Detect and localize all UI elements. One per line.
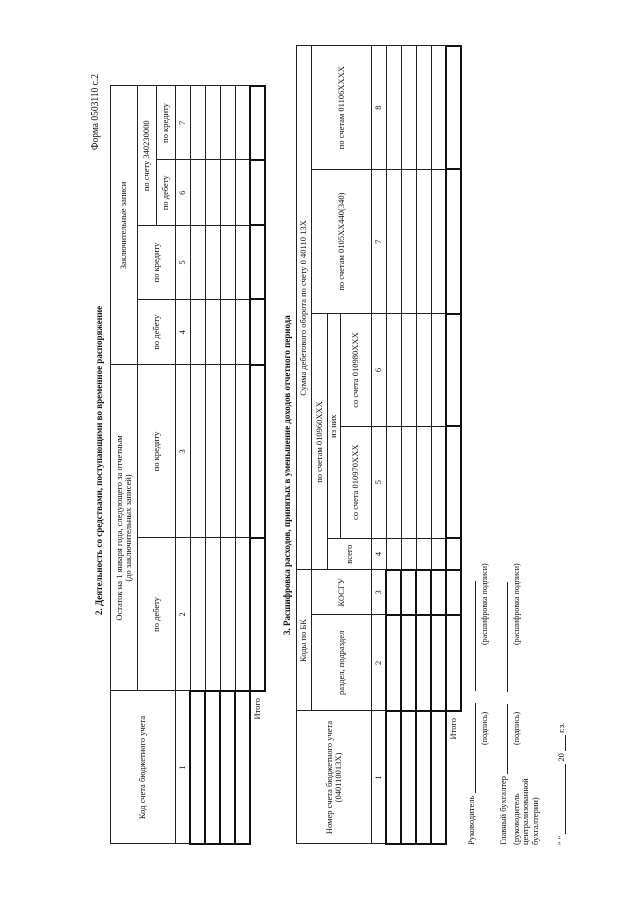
section3-title: 3. Расшифровка расходов, принятых в уменьшение доходов отчетного периода [282, 315, 292, 635]
s3-num: 5 [372, 426, 387, 538]
sig-date [556, 723, 566, 845]
s2-total-label: Итого [252, 698, 263, 720]
table-row [416, 46, 431, 844]
date-year: 20 [556, 753, 566, 762]
s2-final-debit: по дебету [138, 299, 176, 365]
sig-line [507, 582, 508, 692]
table-row [190, 86, 205, 844]
s2-num: 7 [176, 86, 191, 160]
s2-num: 6 [176, 160, 191, 226]
hint-signature: (подпись) [512, 711, 521, 745]
sig-chief-label: Главный бухгалтер [498, 775, 508, 845]
s2-num: 2 [176, 538, 191, 691]
form-code: Форма 0503110 с.2 [90, 74, 101, 151]
table-row [205, 86, 220, 844]
sig-chief [498, 582, 508, 845]
s3-0109: по счетам 010960ХХХ [312, 314, 328, 570]
sig-line [475, 581, 476, 691]
table-row [220, 86, 235, 844]
s2-acc-debit: по дебету [157, 160, 176, 226]
s3-kosgu: КОСГУ [312, 570, 372, 615]
total-row [446, 46, 461, 844]
s2-num: 4 [176, 299, 191, 365]
sig-line [565, 735, 566, 751]
s3-number-row [372, 46, 387, 844]
s2-num: 3 [176, 365, 191, 538]
sig-head-label: Руководитель [466, 795, 476, 845]
s3-header-sum: Сумма дебетового оборота по счету 0 40110 13Х [297, 46, 312, 570]
s3-0110: по счетам 01106ХХХХ [312, 46, 372, 169]
total-row [250, 86, 265, 844]
section2-table [110, 85, 266, 845]
s3-num: 3 [372, 570, 387, 615]
s2-acc-credit: по кредиту [157, 86, 176, 160]
s3-num: 7 [372, 169, 387, 314]
s2-balance-sub: (до заключительных записей) [123, 474, 133, 582]
table-row [401, 46, 416, 844]
s3-0109-70: со счета 010970ХХХ [341, 426, 372, 538]
s3-of-them: из них [327, 314, 341, 538]
table-row [431, 46, 446, 844]
s3-num: 8 [372, 46, 387, 169]
s2-header-final: Заключительные записи [111, 86, 138, 365]
s2-num: 1 [176, 691, 191, 844]
hint-decoding: (расшифровка подписи) [480, 563, 489, 645]
s3-num: 2 [372, 615, 387, 711]
s3-total-label: Итого [448, 718, 459, 740]
s2-header-balance [111, 365, 138, 691]
s3-total-col: всего [327, 538, 372, 570]
s2-num: 5 [176, 226, 191, 300]
s3-num: 4 [372, 538, 387, 570]
s2-number-row [176, 86, 191, 844]
s3-header-code: Номер счета бюджетного учета (040110013Х) [297, 711, 372, 844]
s2-header-code: Код счета бюджетного учета [111, 691, 176, 844]
sig-central: (руководитель централизованной бухгалтерии) [511, 778, 540, 845]
s3-num: 1 [372, 711, 387, 844]
hint-decoding: (расшифровка подписи) [512, 563, 521, 645]
section3-table [296, 45, 462, 845]
sig-line [565, 764, 566, 834]
sig-line [475, 704, 476, 794]
hint-signature: (подпись) [480, 711, 489, 745]
s2-account: по счету 340230000 [138, 86, 157, 226]
s2-debit: по дебету [138, 538, 176, 691]
date-suffix: г.з. [556, 722, 566, 733]
s3-num: 6 [372, 314, 387, 426]
section2-title: 2. Деятельность со средствами, поступающими во временное распоряжение [94, 305, 104, 615]
sig-line [507, 704, 508, 774]
s2-credit: по кредиту [138, 365, 176, 538]
table-row [386, 46, 401, 844]
s3-section: раздел, подраздел [312, 615, 372, 711]
s2-final-credit: по кредиту [138, 226, 176, 300]
sig-head [466, 581, 476, 845]
date-prefix: " " [556, 835, 566, 845]
s3-header-bk: Коды по БК [297, 570, 312, 711]
s2-balance-text: Остаток на 1 января года, следующего за отчетным [113, 435, 124, 621]
s3-0105: по счетам 0105ХХ440(340) [312, 169, 372, 314]
s3-0109-80: со счета 010980ХХХ [341, 314, 372, 426]
table-row [235, 86, 250, 844]
